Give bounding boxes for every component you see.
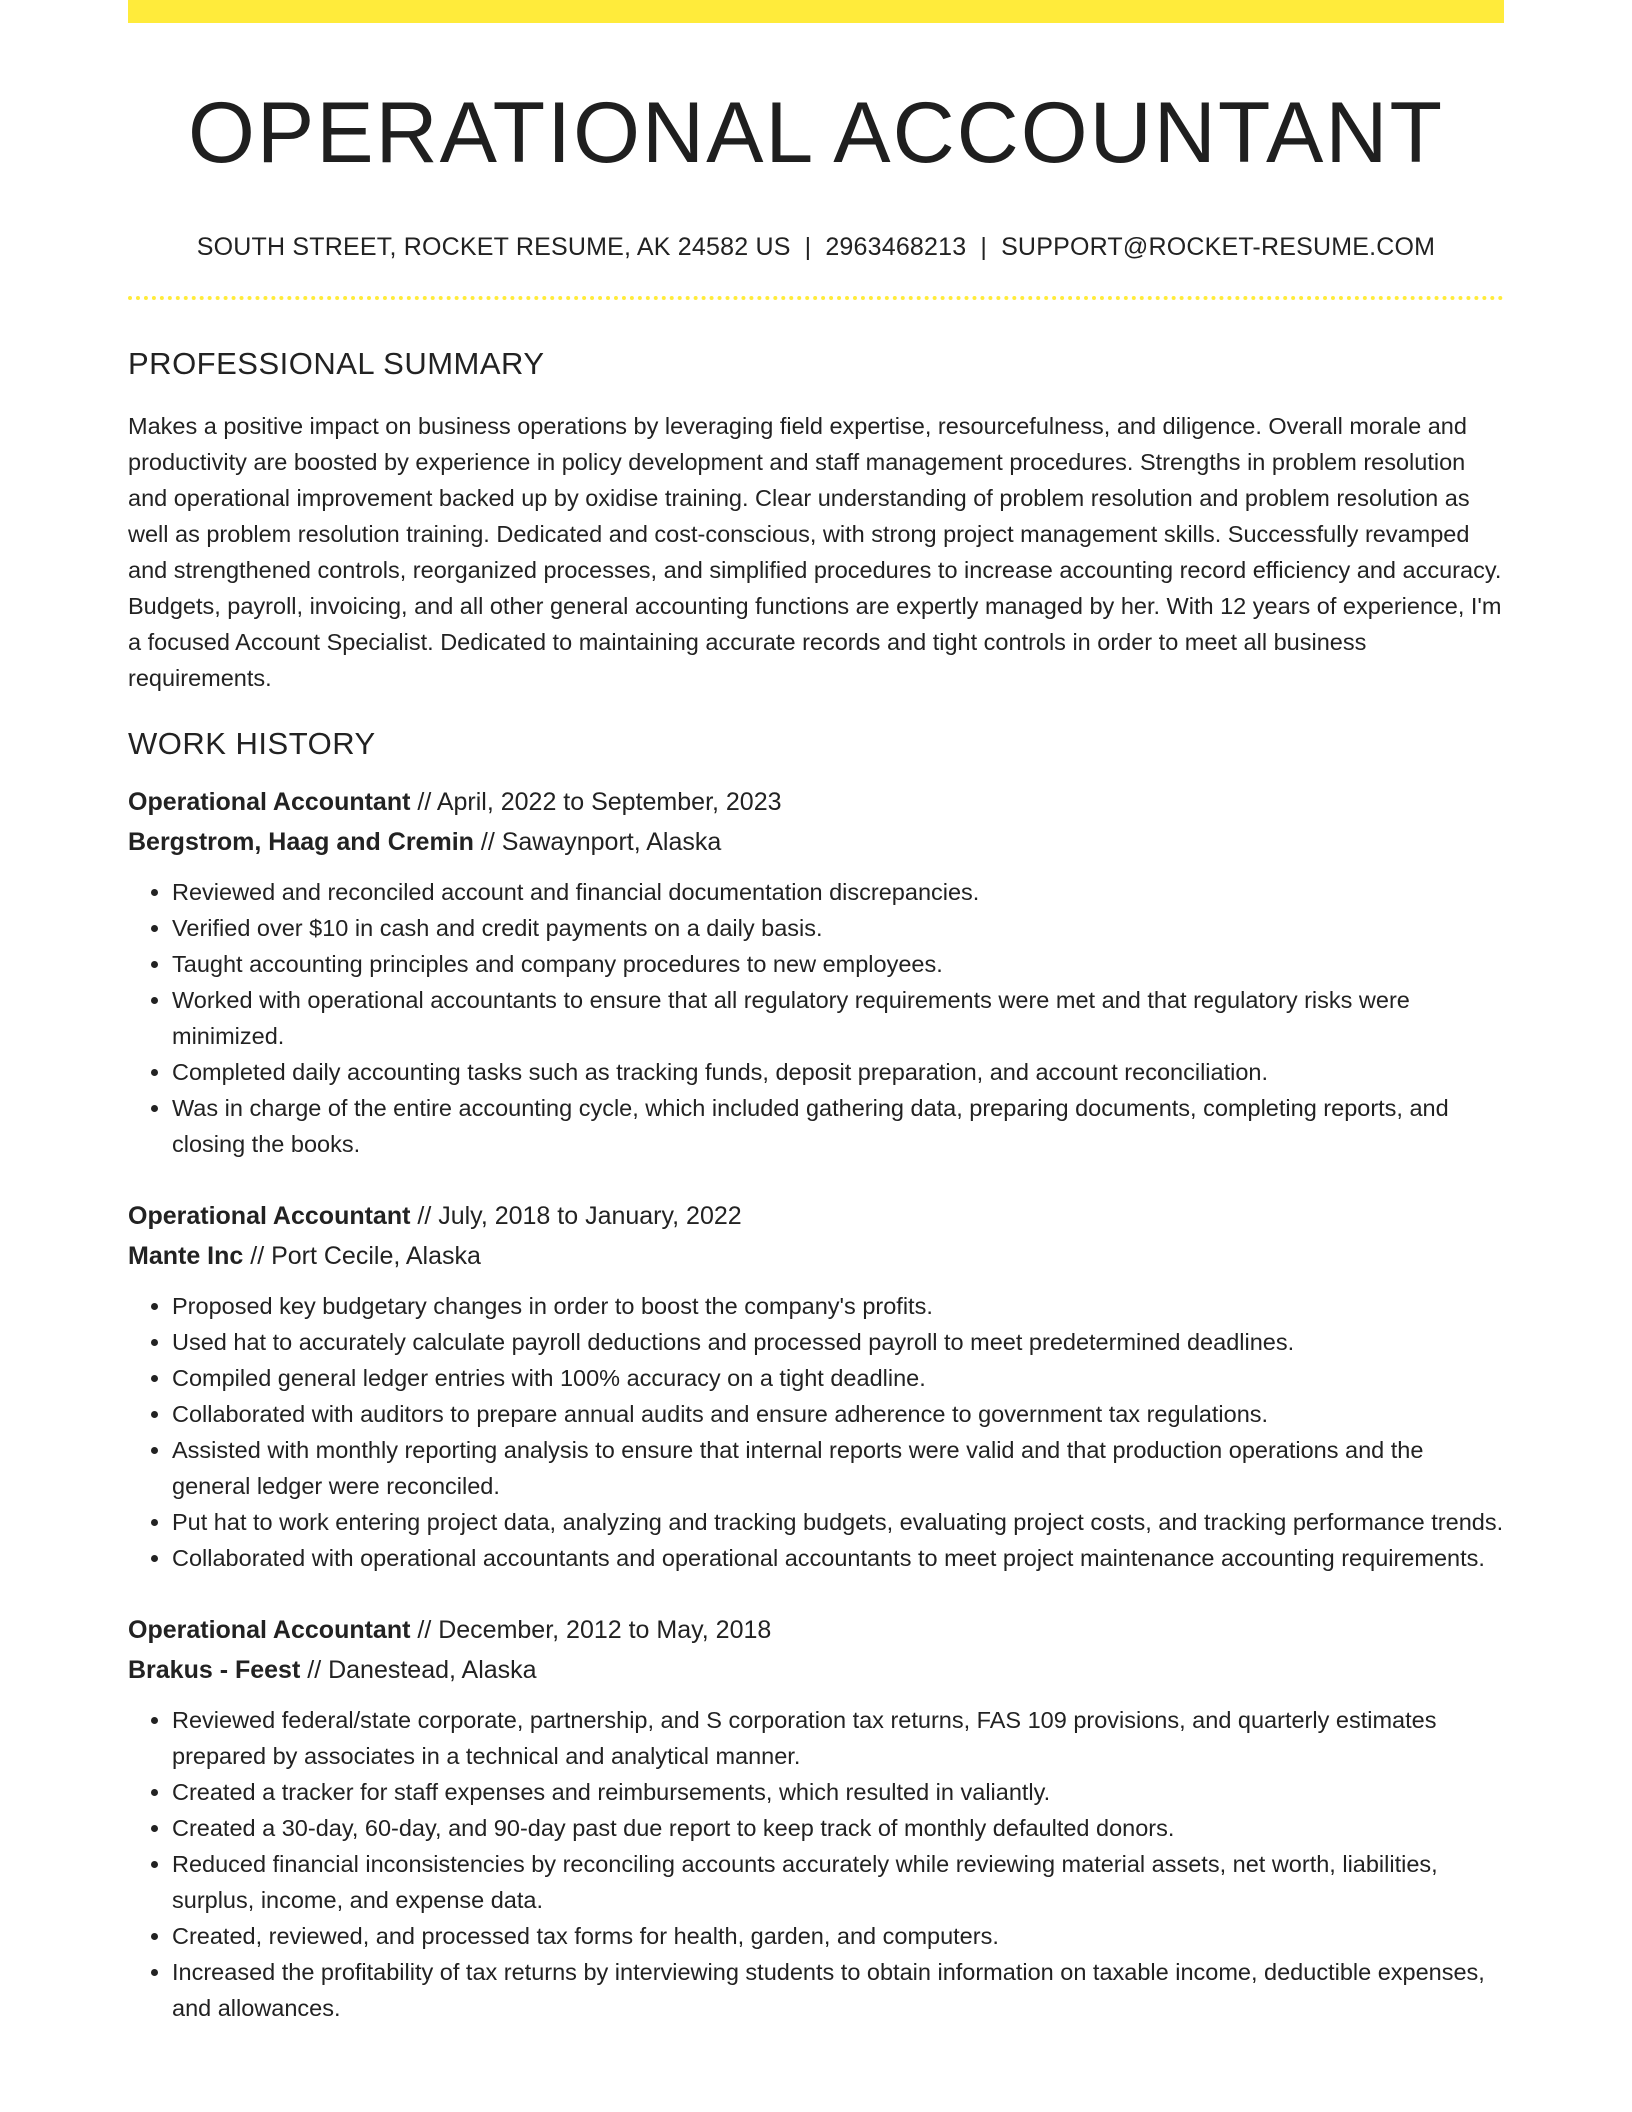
job-company: Brakus - Feest	[128, 1655, 301, 1684]
list-item: • Reduced financial inconsistencies by reconciling accounts accurately while reviewing material assets, net worth, liabilities, surplus, income, and expense data.	[172, 1846, 1504, 1918]
list-item: • Assisted with monthly reporting analysis to ensure that internal reports were valid and that production operations and the general ledger were reconciled.	[172, 1432, 1504, 1504]
job-role: Operational Accountant	[128, 1201, 411, 1230]
resume-title: OPERATIONAL ACCOUNTANT	[187, 85, 1445, 181]
list-item: • Reviewed and reconciled account and financial documentation discrepancies.	[172, 874, 1504, 910]
summary-heading: PROFESSIONAL SUMMARY	[128, 345, 545, 381]
contact-separator: |	[980, 232, 988, 261]
job-role-line	[128, 1610, 1504, 1650]
job-role-line	[128, 782, 1504, 822]
list-item: • Reviewed federal/state corporate, partnership, and S corporation tax returns, FAS 109 provisions, and quarterly estimates prepared by associates in a technical and analytical manner.	[172, 1702, 1504, 1774]
job-company-line	[128, 1236, 1504, 1276]
contact-line	[128, 233, 1504, 262]
job-entry	[128, 782, 1504, 1162]
summary-text: Makes a positive impact on business operations by leveraging field expertise, resourcefulness, and diligence. Overall morale and productivity are boosted by experience in policy development and staff management procedures. Strengths in problem resolution and operational improvement backed up by oxidise training. Clear understanding of problem resolution and problem resolution as well as problem resolution training. Dedicated and cost-conscious, with strong project management skills. Successfully revamped and strengthened controls, reorganized processes, and simplified procedures to increase accounting record efficiency and accuracy. Budgets, payroll, invoicing, and all other general accounting functions are expertly managed by her. With 12 years of experience, I'm a focused Account Specialist. Dedicated to maintaining accurate records and tight controls in order to meet all business requirements.	[128, 412, 1502, 691]
list-item: • Created a 30-day, 60-day, and 90-day past due report to keep track of monthly defaulted donors.	[172, 1810, 1504, 1846]
job-role: Operational Accountant	[128, 1615, 411, 1644]
resume-page	[128, 0, 1504, 2026]
job-role: Operational Accountant	[128, 787, 411, 816]
job-role-line	[128, 1196, 1504, 1236]
contact-separator: |	[804, 232, 812, 261]
job-company: Mante Inc	[128, 1241, 244, 1270]
job-dates: // July, 2018 to January, 2022	[410, 1201, 742, 1230]
list-item: • Put hat to work entering project data, analyzing and tracking budgets, evaluating project costs, and tracking performance trends.	[172, 1504, 1504, 1540]
job-location: // Port Cecile, Alaska	[243, 1241, 481, 1270]
job-location: // Danestead, Alaska	[300, 1655, 537, 1684]
job-bullets	[128, 1702, 1504, 2026]
work-history-heading: WORK HISTORY	[128, 725, 376, 761]
list-item: • Created, reviewed, and processed tax forms for health, garden, and computers.	[172, 1918, 1504, 1954]
list-item: • Used hat to accurately calculate payroll deductions and processed payroll to meet predetermined deadlines.	[172, 1324, 1504, 1360]
job-company-line	[128, 822, 1504, 862]
list-item: • Collaborated with auditors to prepare annual audits and ensure adherence to government tax regulations.	[172, 1396, 1504, 1432]
contact-email: SUPPORT@ROCKET-RESUME.COM	[1001, 232, 1436, 261]
job-entry	[128, 1196, 1504, 1576]
list-item: • Compiled general ledger entries with 100% accuracy on a tight deadline.	[172, 1360, 1504, 1396]
list-item: • Was in charge of the entire accounting cycle, which included gathering data, preparing documents, completing reports, and closing the books.	[172, 1090, 1504, 1162]
job-bullets	[128, 1288, 1504, 1576]
accent-top-bar	[128, 0, 1504, 23]
job-dates: // April, 2022 to September, 2023	[410, 787, 782, 816]
job-location: // Sawaynport, Alaska	[473, 827, 722, 856]
list-item: • Verified over $10 in cash and credit payments on a daily basis.	[172, 910, 1504, 946]
list-item: • Proposed key budgetary changes in order to boost the company's profits.	[172, 1288, 1504, 1324]
job-dates: // December, 2012 to May, 2018	[410, 1615, 772, 1644]
contact-phone: 2963468213	[825, 232, 967, 261]
list-item: • Increased the profitability of tax returns by interviewing students to obtain information on taxable income, deductible expenses, and allowances.	[172, 1954, 1504, 2026]
job-bullets	[128, 874, 1504, 1162]
list-item: • Worked with operational accountants to ensure that all regulatory requirements were met and that regulatory risks were minimized.	[172, 982, 1504, 1054]
dotted-divider	[128, 296, 1504, 300]
list-item: • Created a tracker for staff expenses and reimbursements, which resulted in valiantly.	[172, 1774, 1504, 1810]
job-entry	[128, 1610, 1504, 2026]
list-item: • Collaborated with operational accountants and operational accountants to meet project maintenance accounting requirements.	[172, 1540, 1504, 1576]
job-company: Bergstrom, Haag and Cremin	[128, 827, 474, 856]
work-history-list	[128, 782, 1504, 2026]
contact-address: SOUTH STREET, ROCKET RESUME, AK 24582 US	[196, 232, 791, 261]
list-item: • Taught accounting principles and company procedures to new employees.	[172, 946, 1504, 982]
job-company-line	[128, 1650, 1504, 1690]
list-item: • Completed daily accounting tasks such as tracking funds, deposit preparation, and account reconciliation.	[172, 1054, 1504, 1090]
